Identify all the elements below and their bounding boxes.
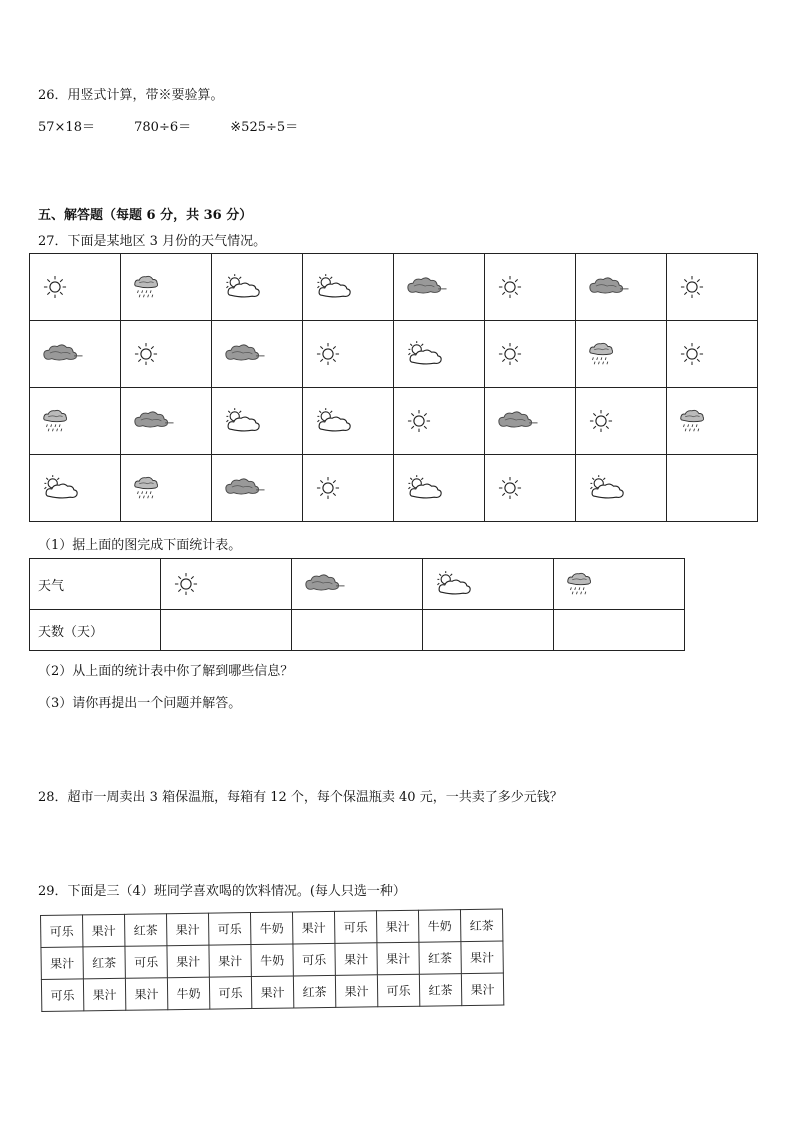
cloudy-icon — [300, 570, 348, 598]
cloudy-icon — [584, 273, 632, 301]
rainy-icon — [562, 569, 596, 599]
q27-sub2: （2）从上面的统计表中你了解到哪些信息？ — [38, 664, 294, 679]
stat-days-answer-blank[interactable] — [423, 610, 554, 651]
stat-days-answer-blank[interactable] — [554, 610, 685, 651]
weather-grid-cell — [485, 321, 576, 388]
drink-cell: 红茶 — [83, 946, 125, 979]
weather-grid-cell — [485, 254, 576, 321]
calc-item-1: 57×18＝ — [38, 120, 95, 135]
drink-cell: 果汁 — [251, 976, 293, 1009]
weather-grid-cell — [303, 254, 394, 321]
rainy-icon — [38, 406, 72, 436]
weather-grid-cell — [576, 254, 667, 321]
drink-cell: 可乐 — [41, 915, 83, 948]
rainy-icon — [675, 406, 709, 436]
weather-grid-cell — [485, 455, 576, 522]
weather-grid-cell — [212, 321, 303, 388]
q26-title: 26．用竖式计算，带※要验算。 — [38, 88, 224, 103]
drink-cell: 可乐 — [208, 913, 250, 946]
partly-cloudy-icon — [220, 273, 266, 301]
drink-cell: 果汁 — [166, 913, 208, 946]
drink-cell: 可乐 — [41, 979, 83, 1012]
drink-cell: 红茶 — [419, 974, 461, 1007]
drink-cell: 可乐 — [125, 946, 167, 979]
stat-weather-cell — [161, 559, 292, 610]
weather-grid-cell — [121, 455, 212, 522]
partly-cloudy-icon — [311, 407, 357, 435]
q26-calculations — [38, 116, 298, 135]
drink-cell: 果汁 — [335, 975, 377, 1008]
drink-cell: 红茶 — [124, 914, 166, 947]
sunny-icon — [169, 571, 203, 597]
weather-grid-cell — [394, 254, 485, 321]
weather-grid-cell — [667, 388, 758, 455]
weather-grid-cell — [121, 254, 212, 321]
drink-cell: 果汁 — [209, 945, 251, 978]
weather-grid-cell — [394, 455, 485, 522]
weather-grid-cell — [30, 321, 121, 388]
drink-cell: 牛奶 — [418, 910, 460, 943]
calc-item-2: 780÷6＝ — [134, 120, 192, 135]
statistics-table — [29, 558, 685, 651]
weather-grid-cell — [212, 254, 303, 321]
drink-cell: 牛奶 — [167, 977, 209, 1010]
drink-cell: 果汁 — [41, 947, 83, 980]
drink-cell: 果汁 — [83, 978, 125, 1011]
cloudy-icon — [129, 407, 177, 435]
drink-table-row — [41, 973, 503, 1011]
q27-sub3: （3）请你再提出一个问题并解答。 — [38, 696, 242, 711]
cloudy-icon — [220, 340, 268, 368]
sunny-icon — [675, 341, 709, 367]
weather-grid-cell — [576, 321, 667, 388]
weather-grid-cell — [667, 455, 758, 522]
drink-cell: 可乐 — [377, 974, 419, 1007]
weather-grid-cell — [303, 388, 394, 455]
stat-weather-cell — [423, 559, 554, 610]
partly-cloudy-icon — [402, 474, 448, 502]
q27-sub1: （1）据上面的图完成下面统计表。 — [38, 538, 242, 553]
stat-days-label: 天数（天） — [30, 610, 161, 651]
drink-cell: 红茶 — [460, 909, 502, 942]
drink-cell: 果汁 — [167, 945, 209, 978]
q27-title: 27．下面是某地区 3 月份的天气情况。 — [38, 234, 267, 249]
sunny-icon — [311, 475, 345, 501]
weather-grid-cell — [394, 321, 485, 388]
weather-grid-cell — [30, 254, 121, 321]
partly-cloudy-icon — [311, 273, 357, 301]
q28-title: 28．超市一周卖出 3 箱保温瓶，每箱有 12 个，每个保温瓶卖 40 元，一共卖了多少元钱？ — [38, 790, 563, 805]
cloudy-icon — [493, 407, 541, 435]
sunny-icon — [38, 274, 72, 300]
partly-cloudy-icon — [402, 340, 448, 368]
partly-cloudy-icon — [584, 474, 630, 502]
drink-cell: 可乐 — [209, 977, 251, 1010]
q29-title: 29．下面是三（4）班同学喜欢喝的饮料情况。(每人只选一种） — [38, 884, 406, 899]
calc-item-3: ※525÷5＝ — [230, 120, 299, 135]
sunny-icon — [675, 274, 709, 300]
weather-grid-cell — [394, 388, 485, 455]
weather-grid-cell — [667, 321, 758, 388]
weather-grid-cell — [576, 455, 667, 522]
drink-cell: 果汁 — [461, 973, 503, 1006]
drink-table-image — [40, 909, 504, 1012]
weather-grid-cell — [576, 388, 667, 455]
weather-grid-row — [30, 254, 758, 321]
rainy-icon — [129, 272, 163, 302]
weather-grid-cell — [30, 388, 121, 455]
stat-weather-cell — [292, 559, 423, 610]
sunny-icon — [493, 341, 527, 367]
sunny-icon — [402, 408, 436, 434]
sunny-icon — [493, 475, 527, 501]
weather-grid-cell — [121, 321, 212, 388]
sunny-icon — [584, 408, 618, 434]
weather-grid-cell — [485, 388, 576, 455]
drink-cell: 红茶 — [419, 942, 461, 975]
drink-cell: 牛奶 — [251, 944, 293, 977]
drink-cell: 牛奶 — [250, 912, 292, 945]
weather-grid-cell — [212, 455, 303, 522]
drink-cell: 果汁 — [461, 941, 503, 974]
weather-grid — [29, 253, 758, 522]
sunny-icon — [311, 341, 345, 367]
stat-days-answer-blank[interactable] — [161, 610, 292, 651]
weather-grid-cell — [212, 388, 303, 455]
weather-grid-row — [30, 321, 758, 388]
weather-grid-cell — [30, 455, 121, 522]
sunny-icon — [129, 341, 163, 367]
drink-cell: 果汁 — [292, 911, 334, 944]
rainy-icon — [129, 473, 163, 503]
drink-cell: 果汁 — [377, 942, 419, 975]
weather-grid-cell — [303, 455, 394, 522]
drink-cell: 果汁 — [83, 914, 125, 947]
drink-cell: 果汁 — [125, 978, 167, 1011]
stat-weather-cell — [554, 559, 685, 610]
partly-cloudy-icon — [38, 474, 84, 502]
drink-cell: 红茶 — [293, 975, 335, 1008]
drink-cell: 可乐 — [293, 943, 335, 976]
weather-grid-cell — [303, 321, 394, 388]
cloudy-icon — [402, 273, 450, 301]
drink-table — [40, 909, 504, 1012]
cloudy-icon — [220, 474, 268, 502]
cloudy-icon — [38, 340, 86, 368]
rainy-icon — [584, 339, 618, 369]
drink-cell: 可乐 — [334, 911, 376, 944]
stat-weather-label: 天气 — [30, 559, 161, 610]
weather-grid-cell — [121, 388, 212, 455]
partly-cloudy-icon — [431, 570, 477, 598]
stat-days-answer-blank[interactable] — [292, 610, 423, 651]
drink-cell: 果汁 — [335, 943, 377, 976]
sunny-icon — [493, 274, 527, 300]
partly-cloudy-icon — [220, 407, 266, 435]
drink-cell: 果汁 — [376, 910, 418, 943]
weather-grid-row — [30, 388, 758, 455]
section-title: 五、解答题（每题 6 分，共 36 分） — [38, 208, 253, 223]
weather-grid-cell — [667, 254, 758, 321]
weather-grid-row — [30, 455, 758, 522]
